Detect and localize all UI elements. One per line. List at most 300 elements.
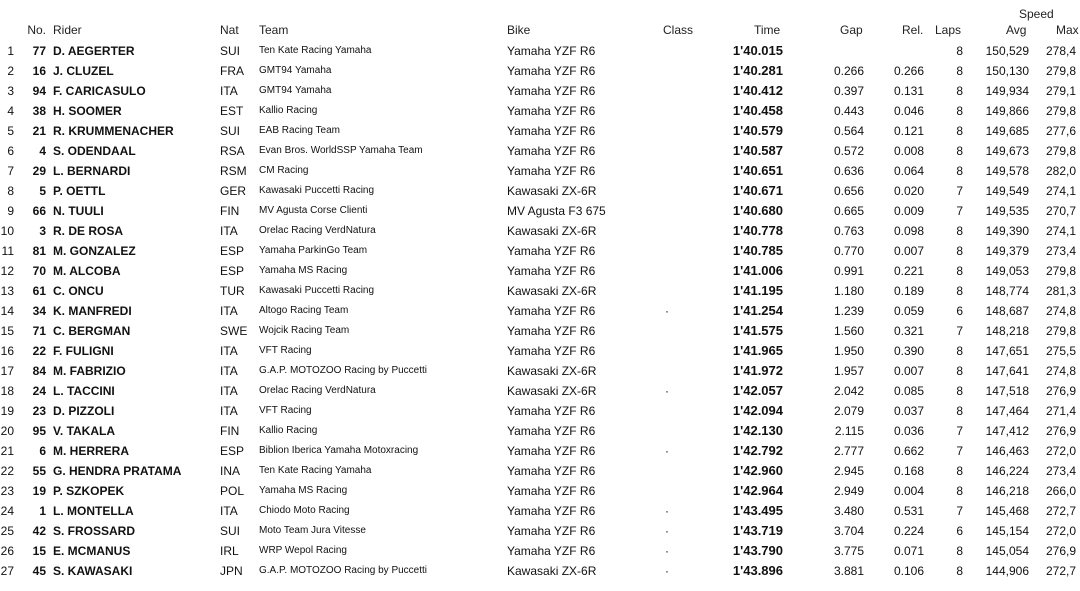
rider-name-cell: G. HENDRA PRATAMA — [53, 464, 182, 478]
rider-name-cell: M. ALCOBA — [53, 264, 121, 278]
laps-cell: 8 — [956, 544, 963, 558]
lap-time-cell: 1'40.671 — [732, 183, 783, 198]
rider-number-cell: 6 — [39, 444, 46, 458]
relative-gap-cell: 0.224 — [893, 524, 924, 538]
class-cell: · — [665, 384, 669, 398]
nationality-cell: ITA — [220, 364, 238, 378]
gap-cell: 2.079 — [833, 404, 864, 418]
gap-cell: 0.397 — [833, 84, 864, 98]
lap-time-cell: 1'41.575 — [732, 323, 783, 338]
position-cell: 26 — [0, 544, 14, 558]
gap-cell: 2.949 — [833, 484, 864, 498]
max-speed-cell: 266,0 — [1046, 484, 1077, 498]
nationality-cell: ITA — [220, 84, 238, 98]
bike-cell: Yamaha YZF R6 — [507, 144, 596, 158]
avg-speed-cell: 150,529 — [985, 44, 1029, 58]
gap-cell: 3.881 — [833, 564, 864, 578]
team-cell: CM Racing — [259, 165, 309, 176]
avg-speed-cell: 147,651 — [985, 344, 1029, 358]
gap-cell: 2.945 — [833, 464, 864, 478]
rider-number-cell: 38 — [32, 104, 46, 118]
gap-cell: 3.775 — [833, 544, 864, 558]
relative-gap-cell: 0.064 — [893, 164, 924, 178]
gap-cell: 0.991 — [833, 264, 864, 278]
rider-number-cell: 94 — [32, 84, 46, 98]
lap-time-cell: 1'43.790 — [732, 543, 783, 558]
relative-gap-cell: 0.036 — [893, 424, 924, 438]
rider-name-cell: E. MCMANUS — [53, 544, 131, 558]
avg-speed-cell: 147,412 — [985, 424, 1029, 438]
table-row — [0, 381, 1080, 401]
lap-time-cell: 1'42.964 — [732, 483, 783, 498]
col-bike: Bike — [507, 23, 531, 37]
col-team: Team — [259, 23, 289, 37]
team-cell: Kawasaki Puccetti Racing — [259, 185, 375, 196]
nationality-cell: ESP — [220, 444, 245, 458]
lap-time-cell: 1'40.778 — [732, 223, 783, 238]
avg-speed-cell: 149,866 — [985, 104, 1029, 118]
team-cell: Wojcik Racing Team — [259, 325, 350, 336]
bike-cell: Yamaha YZF R6 — [507, 264, 596, 278]
relative-gap-cell: 0.168 — [893, 464, 924, 478]
rider-number-cell: 95 — [32, 424, 46, 438]
nationality-cell: FIN — [220, 424, 240, 438]
nationality-cell: FRA — [220, 64, 244, 78]
rider-name-cell: P. SZKOPEK — [53, 484, 125, 498]
table-row — [0, 401, 1080, 421]
bike-cell: Yamaha YZF R6 — [507, 544, 596, 558]
lap-time-cell: 1'42.792 — [732, 443, 783, 458]
max-speed-cell: 271,4 — [1046, 404, 1077, 418]
team-cell: G.A.P. MOTOZOO Racing by Puccetti — [259, 365, 428, 376]
lap-time-cell: 1'40.458 — [732, 103, 783, 118]
rider-number-cell: 22 — [32, 344, 46, 358]
laps-cell: 7 — [956, 324, 963, 338]
position-cell: 2 — [7, 64, 14, 78]
gap-cell: 3.480 — [833, 504, 864, 518]
position-cell: 19 — [0, 404, 14, 418]
rider-number-cell: 19 — [32, 484, 46, 498]
lap-time-cell: 1'42.057 — [732, 383, 783, 398]
rider-name-cell: F. FULIGNI — [53, 344, 114, 358]
col-laps: Laps — [935, 23, 962, 37]
nationality-cell: ITA — [220, 504, 238, 518]
position-cell: 4 — [7, 104, 14, 118]
team-cell: GMT94 Yamaha — [259, 85, 332, 96]
max-speed-cell: 274,8 — [1046, 364, 1077, 378]
avg-speed-cell: 147,641 — [985, 364, 1029, 378]
laps-cell: 8 — [956, 144, 963, 158]
rider-number-cell: 61 — [32, 284, 46, 298]
rider-number-cell: 45 — [32, 564, 46, 578]
team-cell: Yamaha MS Racing — [259, 265, 348, 276]
laps-cell: 8 — [956, 104, 963, 118]
bike-cell: Yamaha YZF R6 — [507, 64, 596, 78]
nationality-cell: ITA — [220, 304, 238, 318]
avg-speed-cell: 149,390 — [985, 224, 1029, 238]
bike-cell: Yamaha YZF R6 — [507, 504, 596, 518]
bike-cell: Kawasaki ZX-6R — [507, 184, 597, 198]
col-rider: Rider — [53, 23, 82, 37]
team-cell: Kallio Racing — [259, 105, 318, 116]
nationality-cell: ITA — [220, 404, 238, 418]
max-speed-cell: 276,9 — [1046, 384, 1077, 398]
relative-gap-cell: 0.007 — [893, 364, 924, 378]
nationality-cell: RSM — [220, 164, 247, 178]
laps-cell: 8 — [956, 124, 963, 138]
avg-speed-cell: 148,218 — [985, 324, 1029, 338]
max-speed-cell: 274,1 — [1046, 184, 1077, 198]
lap-time-cell: 1'43.495 — [732, 503, 783, 518]
team-cell: VFT Racing — [259, 345, 312, 356]
gap-cell: 0.763 — [833, 224, 864, 238]
max-speed-cell: 272,0 — [1046, 444, 1077, 458]
gap-cell: 0.636 — [833, 164, 864, 178]
lap-time-cell: 1'40.412 — [732, 83, 783, 98]
table-row — [0, 201, 1080, 221]
gap-cell: 0.656 — [833, 184, 864, 198]
col-avg: Avg — [1006, 23, 1027, 37]
gap-cell: 0.665 — [833, 204, 864, 218]
lap-time-cell: 1'43.896 — [732, 563, 783, 578]
team-cell: G.A.P. MOTOZOO Racing by Puccetti — [259, 565, 428, 576]
position-cell: 23 — [0, 484, 14, 498]
relative-gap-cell: 0.221 — [893, 264, 924, 278]
relative-gap-cell: 0.321 — [893, 324, 924, 338]
lap-time-cell: 1'43.719 — [732, 523, 783, 538]
team-cell: Chiodo Moto Racing — [259, 505, 350, 516]
table-row — [0, 121, 1080, 141]
table-row — [0, 341, 1080, 361]
bike-cell: Kawasaki ZX-6R — [507, 364, 597, 378]
position-cell: 13 — [0, 284, 14, 298]
table-row — [0, 541, 1080, 561]
table-row — [0, 81, 1080, 101]
relative-gap-cell: 0.098 — [893, 224, 924, 238]
team-cell: Ten Kate Racing Yamaha — [259, 45, 372, 56]
gap-cell: 1.180 — [833, 284, 864, 298]
rider-name-cell: S. KAWASAKI — [53, 564, 133, 578]
class-cell: · — [665, 504, 669, 518]
table-row — [0, 421, 1080, 441]
table-row — [0, 101, 1080, 121]
rider-number-cell: 70 — [32, 264, 46, 278]
avg-speed-cell: 149,685 — [985, 124, 1029, 138]
gap-cell: 1.950 — [833, 344, 864, 358]
lap-time-cell: 1'40.587 — [732, 143, 783, 158]
position-cell: 7 — [7, 164, 14, 178]
rider-name-cell: V. TAKALA — [53, 424, 116, 438]
gap-cell: 0.770 — [833, 244, 864, 258]
avg-speed-cell: 149,934 — [985, 84, 1029, 98]
bike-cell: Yamaha YZF R6 — [507, 524, 596, 538]
relative-gap-cell: 0.071 — [893, 544, 924, 558]
table-row — [0, 501, 1080, 521]
gap-cell: 2.777 — [833, 444, 864, 458]
gap-cell: 0.564 — [833, 124, 864, 138]
lap-time-cell: 1'41.006 — [732, 263, 783, 278]
class-cell: · — [665, 444, 669, 458]
avg-speed-cell: 148,687 — [985, 304, 1029, 318]
table-row — [0, 281, 1080, 301]
rider-name-cell: P. OETTL — [53, 184, 106, 198]
avg-speed-cell: 146,218 — [985, 484, 1029, 498]
rider-name-cell: C. BERGMAN — [53, 324, 131, 338]
bike-cell: Yamaha YZF R6 — [507, 124, 596, 138]
rider-number-cell: 84 — [32, 364, 46, 378]
laps-cell: 8 — [956, 384, 963, 398]
lap-time-cell: 1'41.195 — [732, 283, 783, 298]
relative-gap-cell: 0.007 — [893, 244, 924, 258]
bike-cell: Yamaha YZF R6 — [507, 484, 596, 498]
laps-cell: 7 — [956, 184, 963, 198]
avg-speed-cell: 149,578 — [985, 164, 1029, 178]
table-row — [0, 141, 1080, 161]
relative-gap-cell: 0.004 — [893, 484, 924, 498]
table-row — [0, 61, 1080, 81]
table-row — [0, 481, 1080, 501]
nationality-cell: TUR — [220, 284, 245, 298]
col-time: Time — [754, 23, 781, 37]
bike-cell: Kawasaki ZX-6R — [507, 284, 597, 298]
position-cell: 22 — [0, 464, 14, 478]
laps-cell: 8 — [956, 284, 963, 298]
nationality-cell: RSA — [220, 144, 245, 158]
rider-name-cell: F. CARICASULO — [53, 84, 146, 98]
nationality-cell: GER — [220, 184, 247, 198]
position-cell: 8 — [7, 184, 14, 198]
col-max: Max — [1056, 23, 1079, 37]
max-speed-cell: 279,1 — [1046, 84, 1077, 98]
position-cell: 14 — [0, 304, 14, 318]
max-speed-cell: 277,6 — [1046, 124, 1077, 138]
table-header — [0, 7, 1080, 40]
lap-time-cell: 1'41.254 — [732, 303, 783, 318]
rider-name-cell: H. SOOMER — [53, 104, 122, 118]
rider-number-cell: 34 — [32, 304, 46, 318]
relative-gap-cell: 0.037 — [893, 404, 924, 418]
rider-name-cell: L. TACCINI — [53, 384, 115, 398]
position-cell: 21 — [0, 444, 14, 458]
nationality-cell: ITA — [220, 224, 238, 238]
laps-cell: 8 — [956, 64, 963, 78]
gap-cell: 2.115 — [834, 424, 864, 438]
team-cell: Kawasaki Puccetti Racing — [259, 285, 375, 296]
laps-cell: 8 — [956, 44, 963, 58]
avg-speed-cell: 147,464 — [985, 404, 1029, 418]
class-cell: · — [665, 524, 669, 538]
lap-time-cell: 1'40.651 — [732, 163, 783, 178]
max-speed-cell: 272,0 — [1046, 524, 1077, 538]
laps-cell: 8 — [956, 484, 963, 498]
gap-cell: 1.560 — [833, 324, 864, 338]
laps-cell: 8 — [956, 224, 963, 238]
rider-name-cell: J. CLUZEL — [53, 64, 114, 78]
class-cell: · — [665, 564, 669, 578]
max-speed-cell: 272,7 — [1046, 564, 1077, 578]
rider-name-cell: D. PIZZOLI — [53, 404, 115, 418]
bike-cell: Yamaha YZF R6 — [507, 304, 596, 318]
avg-speed-cell: 149,535 — [985, 204, 1029, 218]
table-row — [0, 161, 1080, 181]
class-cell: · — [665, 544, 669, 558]
team-cell: GMT94 Yamaha — [259, 65, 332, 76]
col-nat: Nat — [220, 23, 239, 37]
position-cell: 25 — [0, 524, 14, 538]
rider-name-cell: S. ODENDAAL — [53, 144, 136, 158]
position-cell: 17 — [0, 364, 14, 378]
position-cell: 1 — [7, 44, 14, 58]
avg-speed-cell: 145,468 — [985, 504, 1029, 518]
rider-name-cell: M. GONZALEZ — [53, 244, 136, 258]
rider-name-cell: S. FROSSARD — [53, 524, 136, 538]
max-speed-cell: 272,7 — [1046, 504, 1077, 518]
bike-cell: Yamaha YZF R6 — [507, 344, 596, 358]
team-cell: Evan Bros. WorldSSP Yamaha Team — [259, 145, 423, 156]
max-speed-cell: 279,8 — [1046, 144, 1077, 158]
position-cell: 11 — [1, 244, 14, 258]
avg-speed-cell: 144,906 — [985, 564, 1029, 578]
max-speed-cell: 273,4 — [1046, 464, 1077, 478]
rider-number-cell: 71 — [32, 324, 46, 338]
relative-gap-cell: 0.531 — [893, 504, 924, 518]
bike-cell: Kawasaki ZX-6R — [507, 384, 597, 398]
table-row — [0, 441, 1080, 461]
max-speed-cell: 270,7 — [1046, 204, 1077, 218]
laps-cell: 6 — [956, 304, 963, 318]
col-class: Class — [663, 23, 694, 37]
bike-cell: Kawasaki ZX-6R — [507, 564, 597, 578]
bike-cell: MV Agusta F3 675 — [507, 204, 606, 218]
team-cell: Yamaha ParkinGo Team — [259, 245, 368, 256]
team-cell: Ten Kate Racing Yamaha — [259, 465, 372, 476]
avg-speed-cell: 146,463 — [985, 444, 1029, 458]
nationality-cell: ESP — [220, 244, 245, 258]
nationality-cell: ITA — [220, 384, 238, 398]
laps-cell: 8 — [956, 164, 963, 178]
position-cell: 16 — [0, 344, 14, 358]
rider-number-cell: 81 — [32, 244, 46, 258]
col-no: No. — [27, 23, 46, 37]
nationality-cell: IRL — [220, 544, 239, 558]
max-speed-cell: 274,8 — [1046, 304, 1077, 318]
rider-number-cell: 5 — [39, 184, 46, 198]
laps-cell: 8 — [956, 464, 963, 478]
team-cell: Orelac Racing VerdNatura — [259, 225, 376, 236]
rider-number-cell: 42 — [32, 524, 46, 538]
rider-name-cell: R. DE ROSA — [53, 224, 124, 238]
nationality-cell: EST — [220, 104, 244, 118]
gap-cell: 0.572 — [833, 144, 864, 158]
max-speed-cell: 282,0 — [1046, 164, 1077, 178]
laps-cell: 6 — [956, 524, 963, 538]
position-cell: 15 — [0, 324, 14, 338]
rider-name-cell: D. AEGERTER — [53, 44, 135, 58]
position-cell: 18 — [0, 384, 14, 398]
max-speed-cell: 279,8 — [1046, 264, 1077, 278]
position-cell: 3 — [7, 84, 14, 98]
rider-name-cell: R. KRUMMENACHER — [53, 124, 174, 138]
max-speed-cell: 281,3 — [1046, 284, 1077, 298]
laps-cell: 7 — [956, 424, 963, 438]
position-cell: 10 — [0, 224, 14, 238]
table-row — [0, 181, 1080, 201]
rider-name-cell: C. ONCU — [53, 284, 104, 298]
class-cell: · — [665, 304, 669, 318]
laps-cell: 8 — [956, 364, 963, 378]
team-cell: Moto Team Jura Vitesse — [259, 525, 366, 536]
rider-number-cell: 21 — [32, 124, 46, 138]
col-rel: Rel. — [902, 23, 924, 37]
nationality-cell: SUI — [220, 124, 241, 138]
bike-cell: Yamaha YZF R6 — [507, 444, 596, 458]
table-row — [0, 241, 1080, 261]
table-row — [0, 321, 1080, 341]
team-cell: MV Agusta Corse Clienti — [259, 205, 368, 216]
team-cell: Biblion Iberica Yamaha Motoxracing — [259, 445, 419, 456]
bike-cell: Yamaha YZF R6 — [507, 464, 596, 478]
rider-name-cell: N. TUULI — [53, 204, 104, 218]
avg-speed-cell: 147,518 — [985, 384, 1029, 398]
lap-time-cell: 1'42.094 — [732, 403, 783, 418]
table-row — [0, 561, 1080, 581]
rider-number-cell: 77 — [32, 44, 46, 58]
avg-speed-cell: 149,549 — [985, 184, 1029, 198]
lap-time-cell: 1'42.960 — [732, 463, 783, 478]
col-gap: Gap — [840, 23, 863, 37]
max-speed-cell: 275,5 — [1046, 344, 1077, 358]
gap-cell: 0.443 — [833, 104, 864, 118]
position-cell: 24 — [0, 504, 14, 518]
team-cell: VFT Racing — [259, 405, 312, 416]
team-cell: EAB Racing Team — [259, 125, 340, 136]
bike-cell: Yamaha YZF R6 — [507, 104, 596, 118]
gap-cell: 1.239 — [833, 304, 864, 318]
position-cell: 27 — [0, 564, 14, 578]
rider-name-cell: M. HERRERA — [53, 444, 130, 458]
position-cell: 5 — [7, 124, 14, 138]
rider-number-cell: 4 — [39, 144, 46, 158]
table-row — [0, 521, 1080, 541]
avg-speed-cell: 148,774 — [985, 284, 1029, 298]
max-speed-cell: 276,9 — [1046, 424, 1077, 438]
nationality-cell: SUI — [220, 524, 241, 538]
rider-name-cell: L. BERNARDI — [53, 164, 131, 178]
lap-time-cell: 1'40.015 — [732, 43, 783, 58]
relative-gap-cell: 0.390 — [893, 344, 924, 358]
bike-cell: Yamaha YZF R6 — [507, 324, 596, 338]
relative-gap-cell: 0.046 — [893, 104, 924, 118]
nationality-cell: JPN — [220, 564, 243, 578]
max-speed-cell: 274,1 — [1046, 224, 1077, 238]
avg-speed-cell: 149,379 — [985, 244, 1029, 258]
avg-speed-cell: 150,130 — [985, 64, 1029, 78]
table-row — [0, 41, 1080, 61]
max-speed-cell: 279,8 — [1046, 64, 1077, 78]
rider-name-cell: M. FABRIZIO — [53, 364, 126, 378]
avg-speed-cell: 145,054 — [985, 544, 1029, 558]
team-cell: Orelac Racing VerdNatura — [259, 385, 376, 396]
nationality-cell: POL — [220, 484, 245, 498]
bike-cell: Yamaha YZF R6 — [507, 244, 596, 258]
relative-gap-cell: 0.662 — [893, 444, 924, 458]
laps-cell: 7 — [956, 504, 963, 518]
rider-number-cell: 29 — [32, 164, 46, 178]
position-cell: 20 — [0, 424, 14, 438]
avg-speed-cell: 149,673 — [985, 144, 1029, 158]
table-row — [0, 361, 1080, 381]
speed-group-label: Speed — [1019, 7, 1054, 21]
